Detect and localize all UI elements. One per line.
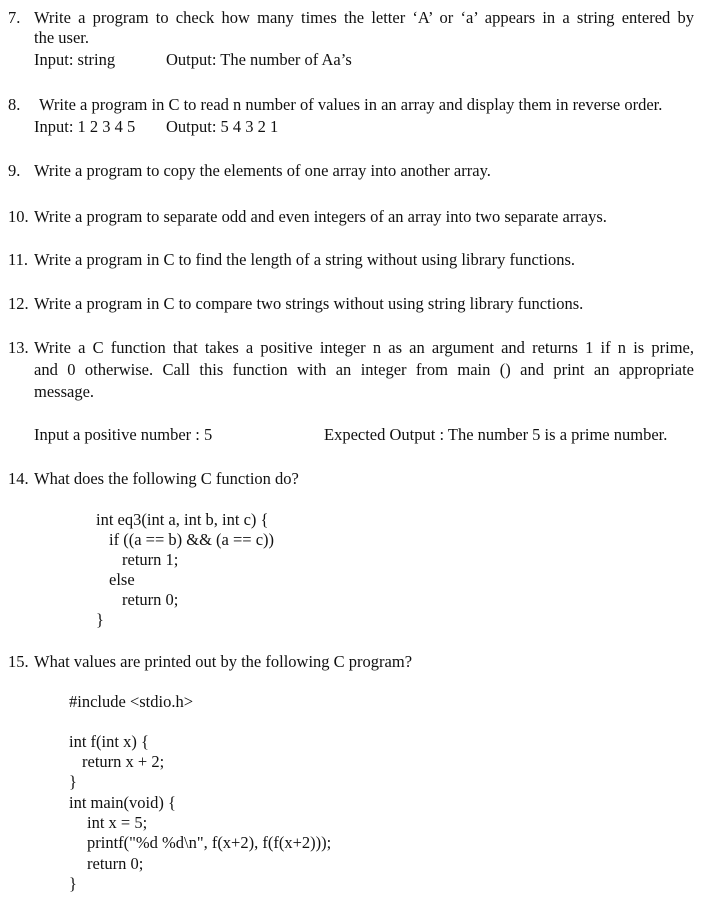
question-text: Write a C function that takes a positive integer n as an argument and returns 1 if n is prime, bbox=[34, 338, 694, 357]
question-text: Write a program to copy the elements of one array into another array. bbox=[34, 161, 491, 180]
question-number: 12. bbox=[8, 294, 29, 313]
question-text: What does the following C function do? bbox=[34, 469, 299, 488]
sample-output: Output: The number of Aa’s bbox=[166, 50, 352, 69]
question-text: Write a program to check how many times the letter ‘A’ or ‘a’ appears in a string entered by bbox=[34, 8, 694, 27]
code-line: int f(int x) { bbox=[69, 732, 149, 751]
code-line: int eq3(int a, int b, int c) { bbox=[96, 510, 269, 529]
code-line: printf("%d %d\n", f(x+2), f(f(x+2))); bbox=[87, 833, 332, 852]
question-text: What values are printed out by the following C program? bbox=[34, 652, 413, 671]
sample-input: Input: string bbox=[34, 50, 116, 69]
question-text: Write a program to separate odd and even integers of an array into two separate arrays. bbox=[34, 207, 607, 226]
code-line: if ((a == b) && (a == c)) bbox=[109, 530, 275, 549]
question-number: 15. bbox=[8, 652, 29, 671]
question-text: Write a program in C to find the length of a string without using library functions. bbox=[34, 250, 575, 269]
question-number: 10. bbox=[8, 207, 29, 226]
code-line: return x + 2; bbox=[82, 752, 165, 771]
question-number: 11. bbox=[8, 250, 29, 269]
question-text: Write a program in C to read n number of values in an array and display them in reverse order. bbox=[39, 95, 663, 114]
question-text-cont: message. bbox=[34, 382, 95, 401]
code-line: return 0; bbox=[122, 590, 179, 609]
code-line: } bbox=[69, 874, 77, 893]
sample-output: Output: 5 4 3 2 1 bbox=[166, 117, 279, 136]
code-line: int main(void) { bbox=[69, 793, 176, 812]
question-number: 14. bbox=[8, 469, 29, 488]
code-line: } bbox=[69, 772, 77, 791]
question-text-cont: the user. bbox=[34, 28, 89, 47]
question-text: Write a program in C to compare two strings without using string library functions. bbox=[34, 294, 584, 313]
code-line: #include <stdio.h> bbox=[69, 692, 194, 711]
sample-input: Input: 1 2 3 4 5 bbox=[34, 117, 136, 136]
question-text-cont: and 0 otherwise. Call this function with an integer from main () and print an appropriate bbox=[34, 360, 694, 379]
question-number: 8. bbox=[8, 95, 21, 114]
expected-output: Expected Output : The number 5 is a prime number. bbox=[324, 425, 668, 444]
code-line: else bbox=[109, 570, 135, 589]
code-line: int x = 5; bbox=[87, 813, 148, 832]
sample-input: Input a positive number : 5 bbox=[34, 425, 213, 444]
question-number: 9. bbox=[8, 161, 21, 180]
question-number: 13. bbox=[8, 338, 29, 357]
code-line: return 0; bbox=[87, 854, 144, 873]
question-number: 7. bbox=[8, 8, 21, 27]
code-line: } bbox=[96, 610, 104, 629]
code-line: return 1; bbox=[122, 550, 179, 569]
